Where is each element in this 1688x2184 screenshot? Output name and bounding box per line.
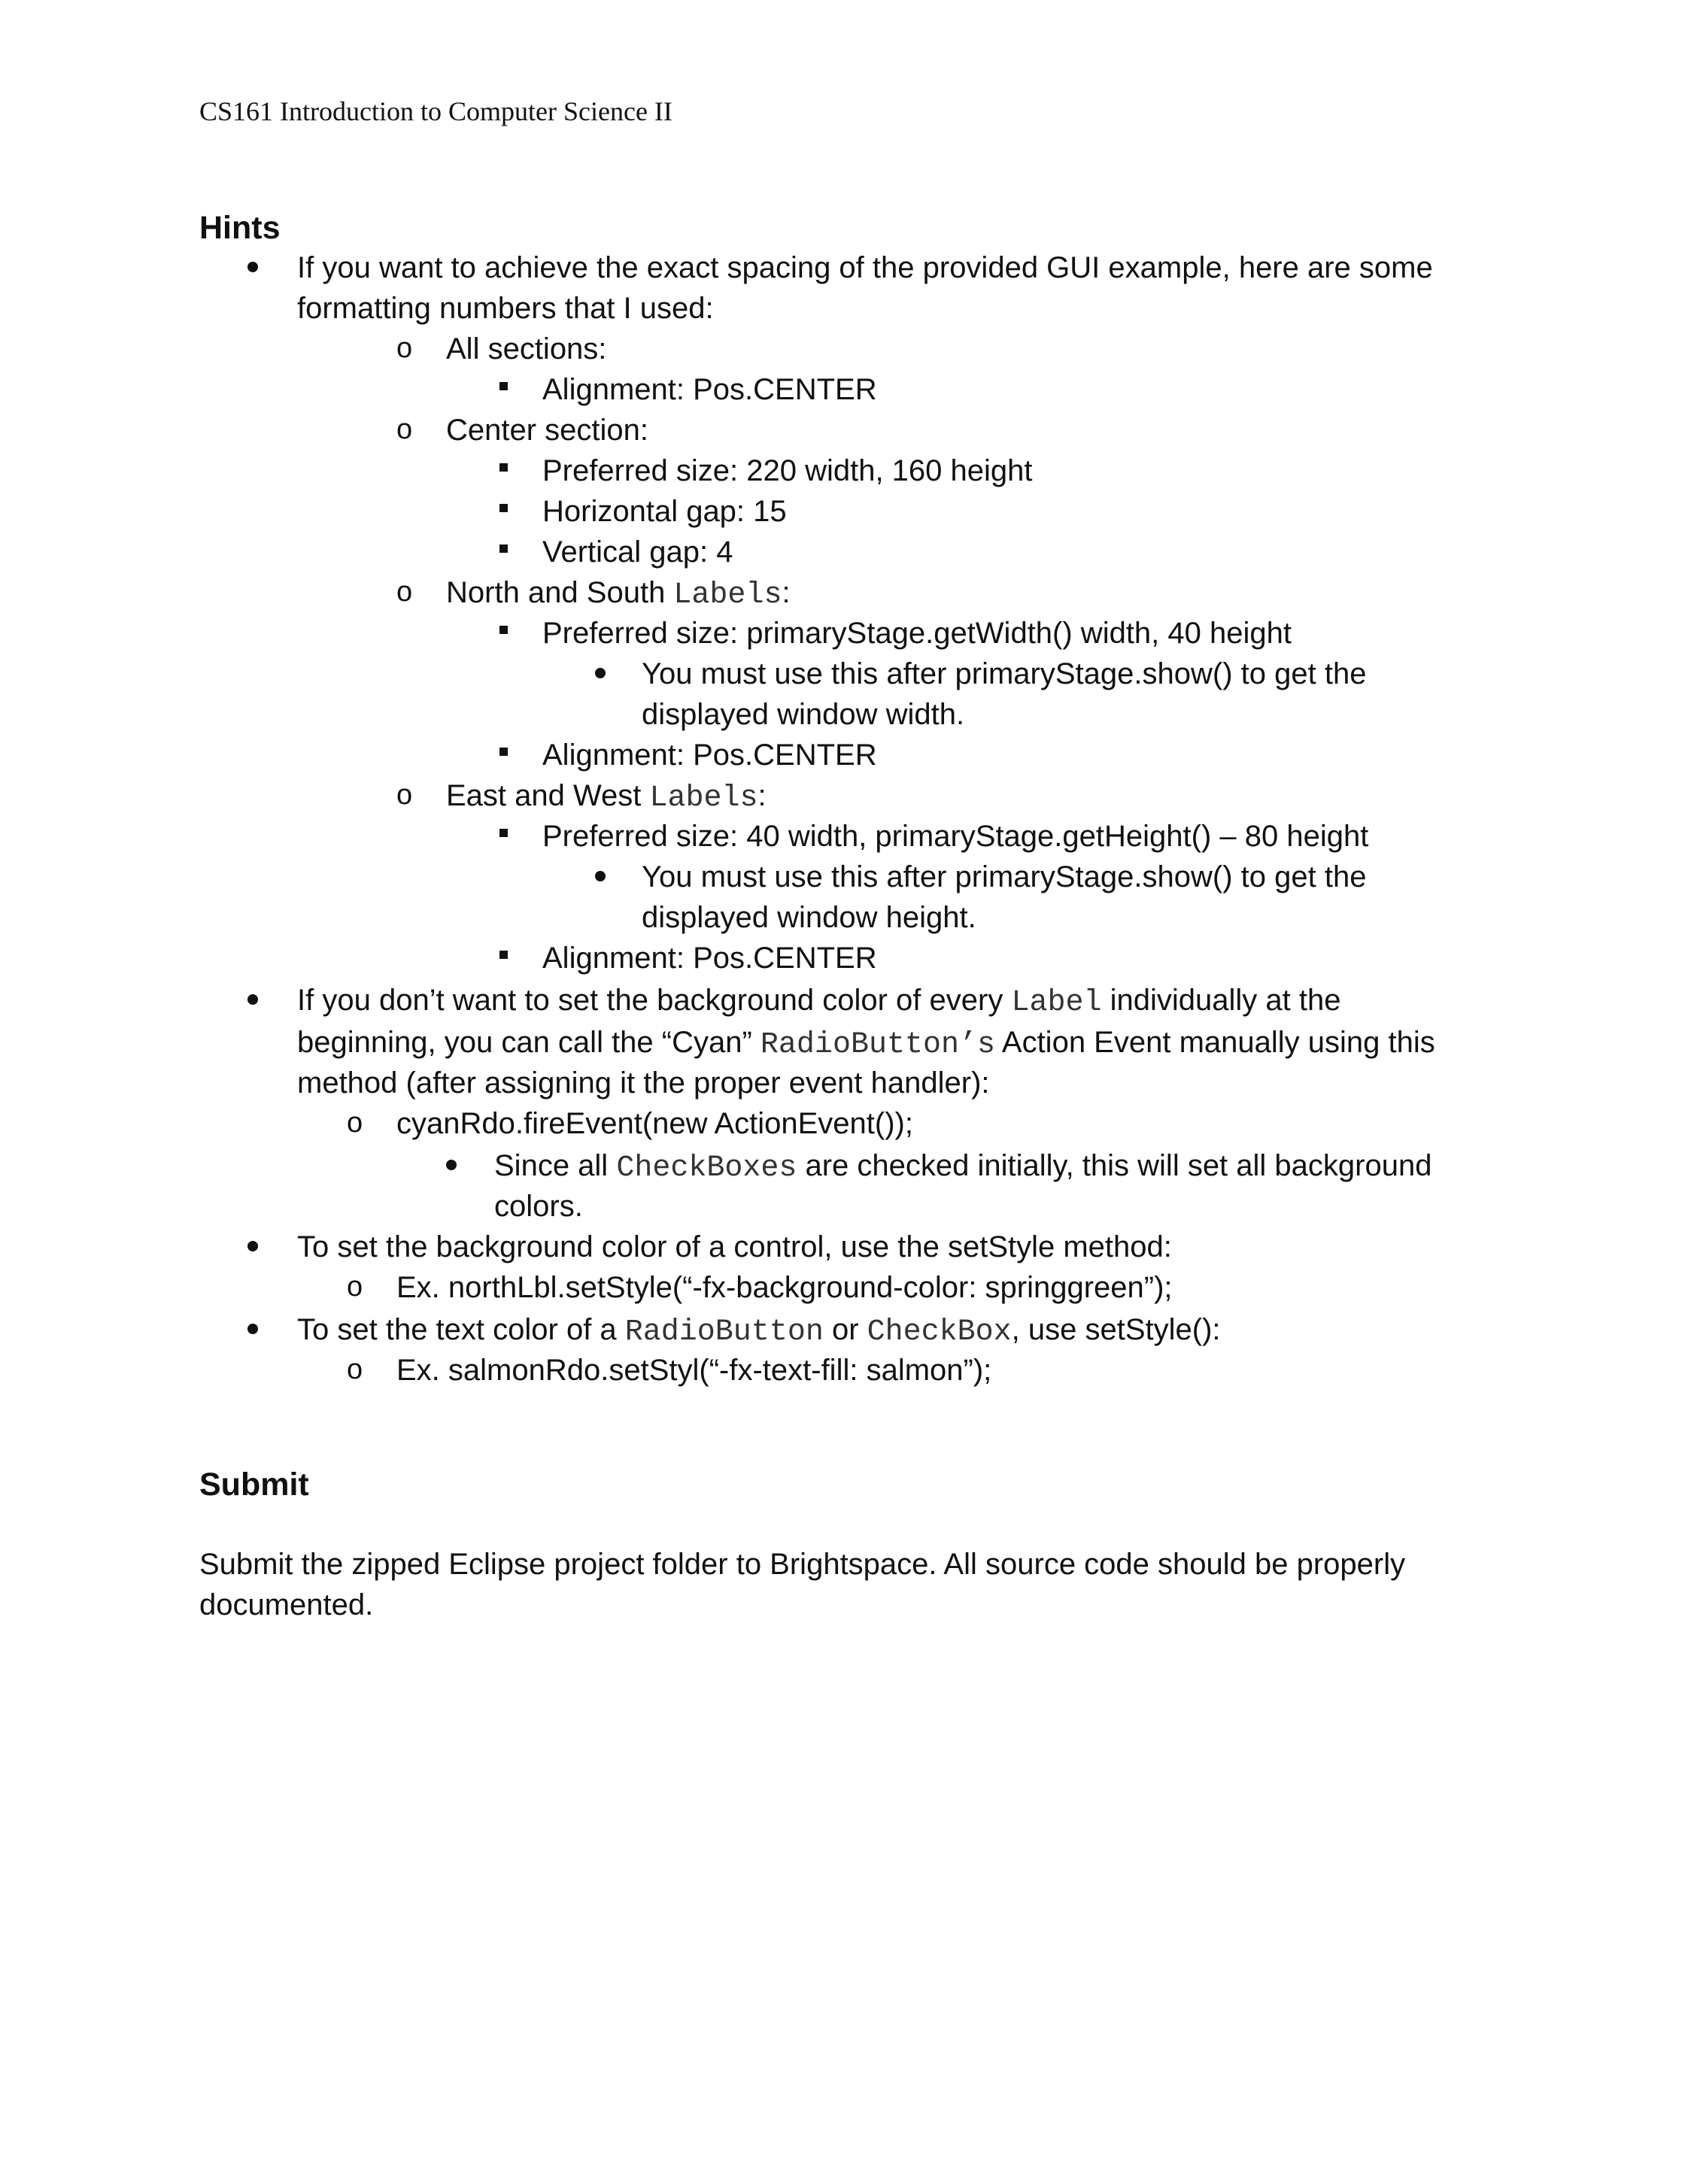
- hint-2-line-2: [297, 1027, 1435, 1060]
- north-south-label: [446, 578, 791, 611]
- hint-4-text-pre: To set the text color of a: [297, 1313, 625, 1346]
- bullet-dot-icon: [247, 262, 258, 272]
- north-south-label-code: Labels: [673, 578, 782, 612]
- bullet-dot-icon: [247, 1241, 258, 1251]
- circle-bullet-icon: o: [396, 779, 413, 811]
- east-west-label-code: Labels: [649, 781, 758, 815]
- hint-4-sub: Ex. salmonRdo.setStyl(“-fx-text-fill: salmon”);: [396, 1354, 992, 1387]
- east-west-note-line-2: displayed window height.: [642, 901, 976, 934]
- submit-heading: Submit: [199, 1467, 309, 1503]
- hint-4-text-mid: or: [823, 1313, 867, 1346]
- hint-3-sub: Ex. northLbl.setStyle(“-fx-background-color: springgreen”);: [396, 1271, 1173, 1304]
- hint-2-subsub-line-2: colors.: [494, 1190, 583, 1223]
- east-west-note-line-1: You must use this after primaryStage.show() to get the: [642, 860, 1367, 893]
- hint-3-text: To set the background color of a control, use the setStyle method:: [297, 1230, 1172, 1263]
- north-south-preferred-size: Preferred size: primaryStage.getWidth() width, 40 height: [542, 617, 1292, 650]
- hint-1-line-2: formatting numbers that I used:: [297, 292, 714, 325]
- bullet-dot-icon: [595, 668, 606, 678]
- east-west-label-colon: :: [757, 779, 767, 812]
- bullet-dot-icon: [446, 1160, 457, 1170]
- hint-2-subsub-text: Since all: [494, 1149, 617, 1182]
- bullet-dot-icon: [247, 994, 258, 1005]
- hint-2-line-3: method (after assigning it the proper event handler):: [297, 1066, 990, 1100]
- east-west-label-text: East and West: [446, 779, 650, 812]
- all-sections-label: All sections:: [446, 332, 607, 366]
- hint-2-line-2-tail: Action Event manually using this: [994, 1026, 1435, 1059]
- hint-2-line-1: [297, 985, 1340, 1018]
- hint-2-sub: cyanRdo.fireEvent(new ActionEvent());: [396, 1107, 913, 1140]
- square-bullet-icon: [499, 748, 508, 756]
- hint-2-line-1-text: If you don’t want to set the background color of every: [297, 984, 1012, 1017]
- circle-bullet-icon: o: [396, 414, 413, 445]
- center-horizontal-gap: Horizontal gap: 15: [542, 495, 787, 528]
- circle-bullet-icon: o: [347, 1271, 363, 1303]
- square-bullet-icon: [499, 829, 508, 837]
- submit-line-2: documented.: [199, 1588, 374, 1621]
- hint-4-radiobutton-code: RadioButton: [624, 1315, 824, 1349]
- circle-bullet-icon: o: [347, 1354, 363, 1385]
- north-south-note-line-1: You must use this after primaryStage.show() to get the: [642, 657, 1367, 690]
- circle-bullet-icon: o: [396, 576, 413, 608]
- square-bullet-icon: [499, 951, 508, 959]
- bullet-dot-icon: [247, 1324, 258, 1334]
- hint-2-line-1-tail: individually at the: [1101, 984, 1341, 1017]
- center-section-label: Center section:: [446, 414, 649, 447]
- hint-2-line-2-text: beginning, you can call the “Cyan”: [297, 1026, 761, 1059]
- square-bullet-icon: [499, 463, 508, 472]
- square-bullet-icon: [499, 544, 508, 553]
- center-vertical-gap: Vertical gap: 4: [542, 535, 733, 569]
- hint-2-subsub-line-1: [494, 1151, 1431, 1184]
- hint-4-text-post: , use setStyle():: [1011, 1313, 1221, 1346]
- hint-1-line-1: If you want to achieve the exact spacing of the provided GUI example, here are some: [297, 251, 1433, 284]
- hint-4-checkbox-code: CheckBox: [867, 1315, 1012, 1349]
- submit-line-1: Submit the zipped Eclipse project folder to Brightspace. All source code should be properly: [199, 1548, 1406, 1581]
- hint-2-radiobutton-code: RadioButton’s: [760, 1028, 995, 1062]
- north-south-note-line-2: displayed window width.: [642, 698, 965, 731]
- square-bullet-icon: [499, 504, 508, 512]
- circle-bullet-icon: o: [396, 332, 413, 364]
- circle-bullet-icon: o: [347, 1107, 363, 1139]
- east-west-alignment: Alignment: Pos.CENTER: [542, 942, 877, 975]
- square-bullet-icon: [499, 382, 508, 390]
- hint-4-text: [297, 1315, 1221, 1348]
- north-south-label-colon: :: [782, 576, 791, 609]
- page-header: CS161 Introduction to Computer Science II: [199, 96, 672, 126]
- east-west-label: [446, 781, 767, 814]
- bullet-dot-icon: [595, 871, 606, 881]
- north-south-alignment: Alignment: Pos.CENTER: [542, 739, 877, 772]
- hint-2-checkboxes-code: CheckBoxes: [616, 1151, 797, 1185]
- east-west-preferred-size: Preferred size: 40 width, primaryStage.getHeight() – 80 height: [542, 820, 1369, 853]
- all-sections-alignment: Alignment: Pos.CENTER: [542, 373, 877, 406]
- square-bullet-icon: [499, 626, 508, 634]
- center-preferred-size: Preferred size: 220 width, 160 height: [542, 454, 1033, 487]
- hint-2-subsub-tail: are checked initially, this will set all background: [797, 1149, 1432, 1182]
- hints-heading: Hints: [199, 210, 281, 246]
- north-south-label-text: North and South: [446, 576, 674, 609]
- hint-2-label-code: Label: [1011, 986, 1102, 1020]
